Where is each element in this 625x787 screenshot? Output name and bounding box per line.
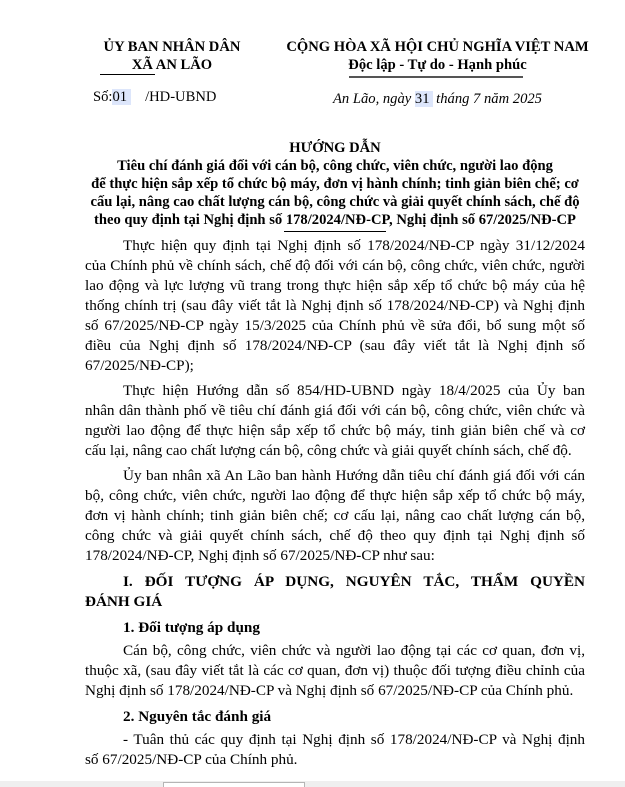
- title-line: cấu lại, nâng cao chất lượng cán bộ, công chức và giải quyết chính sách, chế độ: [90, 194, 580, 210]
- document-type-heading: HƯỚNG DẪN: [289, 140, 381, 156]
- paragraph-line: số 67/2025/NĐ-CP ngày 15/3/2025 của Chính phủ về sửa đổi, bổ sung một số: [85, 317, 585, 334]
- paragraph-line: thống chính trị (sau đây viết tắt là Nghị định số 178/2024/NĐ-CP) và Nghị định: [85, 297, 585, 314]
- paragraph-line: điều của Nghị định số 178/2024/NĐ-CP (sau đây viết tắt là Nghị định số: [85, 337, 585, 354]
- section-heading: ĐÁNH GIÁ: [85, 593, 163, 610]
- number-field[interactable]: 01: [112, 89, 131, 105]
- title-underline: [284, 231, 386, 232]
- paragraph-line: thuộc xã, (sau đây viết tắt là các cơ quan, đơn vị) thuộc đối tượng điều chỉnh của: [85, 662, 585, 679]
- date-day-field[interactable]: 31: [415, 91, 433, 107]
- section-heading: I. ĐỐI TƯỢNG ÁP DỤNG, NGUYÊN TẮC, THẨM QUYỀN: [123, 573, 585, 590]
- paragraph-line: - Tuân thủ các quy định tại Nghị định số 178/2024/NĐ-CP và Nghị định: [123, 731, 585, 748]
- next-page-edge: [163, 782, 305, 787]
- paragraph-line: Thực hiện quy định tại Nghị định số 178/2024/NĐ-CP ngày 31/12/2024: [123, 237, 585, 254]
- paragraph-line: bộ, công chức, viên chức, người lao động để thực hiện sắp xếp tổ chức bộ máy,: [85, 487, 585, 504]
- paragraph-line: đơn vị hành chính; tinh giản biên chế; cơ cấu lại, nâng cao chất lượng cán bộ,: [85, 507, 585, 524]
- paragraph-line: Nghị định số 178/2024/NĐ-CP và Nghị định số 67/2025/NĐ-CP của Chính phủ.: [85, 682, 574, 699]
- paragraph-line: cấu lại, nâng cao chất lượng cán bộ, công chức và giải quyết chính sách, chế độ.: [85, 442, 572, 459]
- agency-name: ỦY BAN NHÂN DÂN: [103, 39, 241, 55]
- motto-underline: [349, 76, 523, 78]
- number-prefix: Số:: [93, 89, 113, 105]
- date-prefix: An Lão, ngày: [333, 91, 412, 107]
- paragraph-line: Ủy ban nhân xã An Lão ban hành Hướng dẫn tiêu chí đánh giá đối với cán: [123, 467, 585, 484]
- document-number: [93, 88, 216, 106]
- nation-title: CỘNG HÒA XÃ HỘI CHỦ NGHĨA VIỆT NAM: [286, 39, 589, 55]
- document-date: [265, 90, 610, 108]
- paragraph-line: Thực hiện Hướng dẫn số 854/HD-UBND ngày 18/4/2025 của Ủy ban: [123, 382, 585, 399]
- paragraph-line: nhân dân thành phố về tiêu chí đánh giá đối với cán bộ, công chức, viên chức và: [85, 402, 585, 419]
- nation-motto: Độc lập - Tự do - Hạnh phúc: [348, 57, 527, 73]
- title-line: theo quy định tại Nghị định số 178/2024/NĐ-CP, Nghị định số 67/2025/NĐ-CP: [94, 212, 576, 228]
- paragraph-line: số 67/2025/NĐ-CP của Chính phủ.: [85, 751, 298, 768]
- title-line: để thực hiện sắp xếp tổ chức bộ máy, đơn vị hành chính; tinh giản biên chế; cơ: [91, 176, 579, 192]
- agency-commune: XÃ AN LÃO: [131, 57, 213, 73]
- agency-underline: [100, 74, 155, 75]
- paragraph-line: 178/2024/NĐ-CP, Nghị định số 67/2025/NĐ-CP như sau:: [85, 547, 435, 564]
- paragraph-line: công chức và giải quyết chính sách, chế độ theo quy định tại Nghị định số: [85, 527, 585, 544]
- paragraph-line: người lao động để thực hiện sắp xếp tổ chức bộ máy, tinh giản biên chế và cơ: [85, 422, 585, 439]
- paragraph-line: 67/2025/NĐ-CP);: [85, 357, 194, 374]
- paragraph-line: của Chính phủ về chính sách, chế độ đối với cán bộ, công chức, viên chức, người: [85, 257, 585, 274]
- number-suffix: /HD-UBND: [145, 89, 217, 105]
- viewer-bottom-bar: [0, 781, 625, 787]
- paragraph-line: Cán bộ, công chức, viên chức và người lao động tại các cơ quan, đơn vị,: [123, 642, 585, 659]
- date-suffix: tháng 7 năm 2025: [436, 91, 542, 107]
- paragraph-line: lao động và lực lượng vũ trang trong thực hiện sắp xếp tổ chức bộ máy của hệ: [85, 277, 585, 294]
- subsection-heading: 2. Nguyên tắc đánh giá: [123, 708, 272, 725]
- subsection-heading: 1. Đối tượng áp dụng: [123, 619, 260, 636]
- title-line: Tiêu chí đánh giá đối với cán bộ, công chức, viên chức, người lao động: [117, 158, 553, 174]
